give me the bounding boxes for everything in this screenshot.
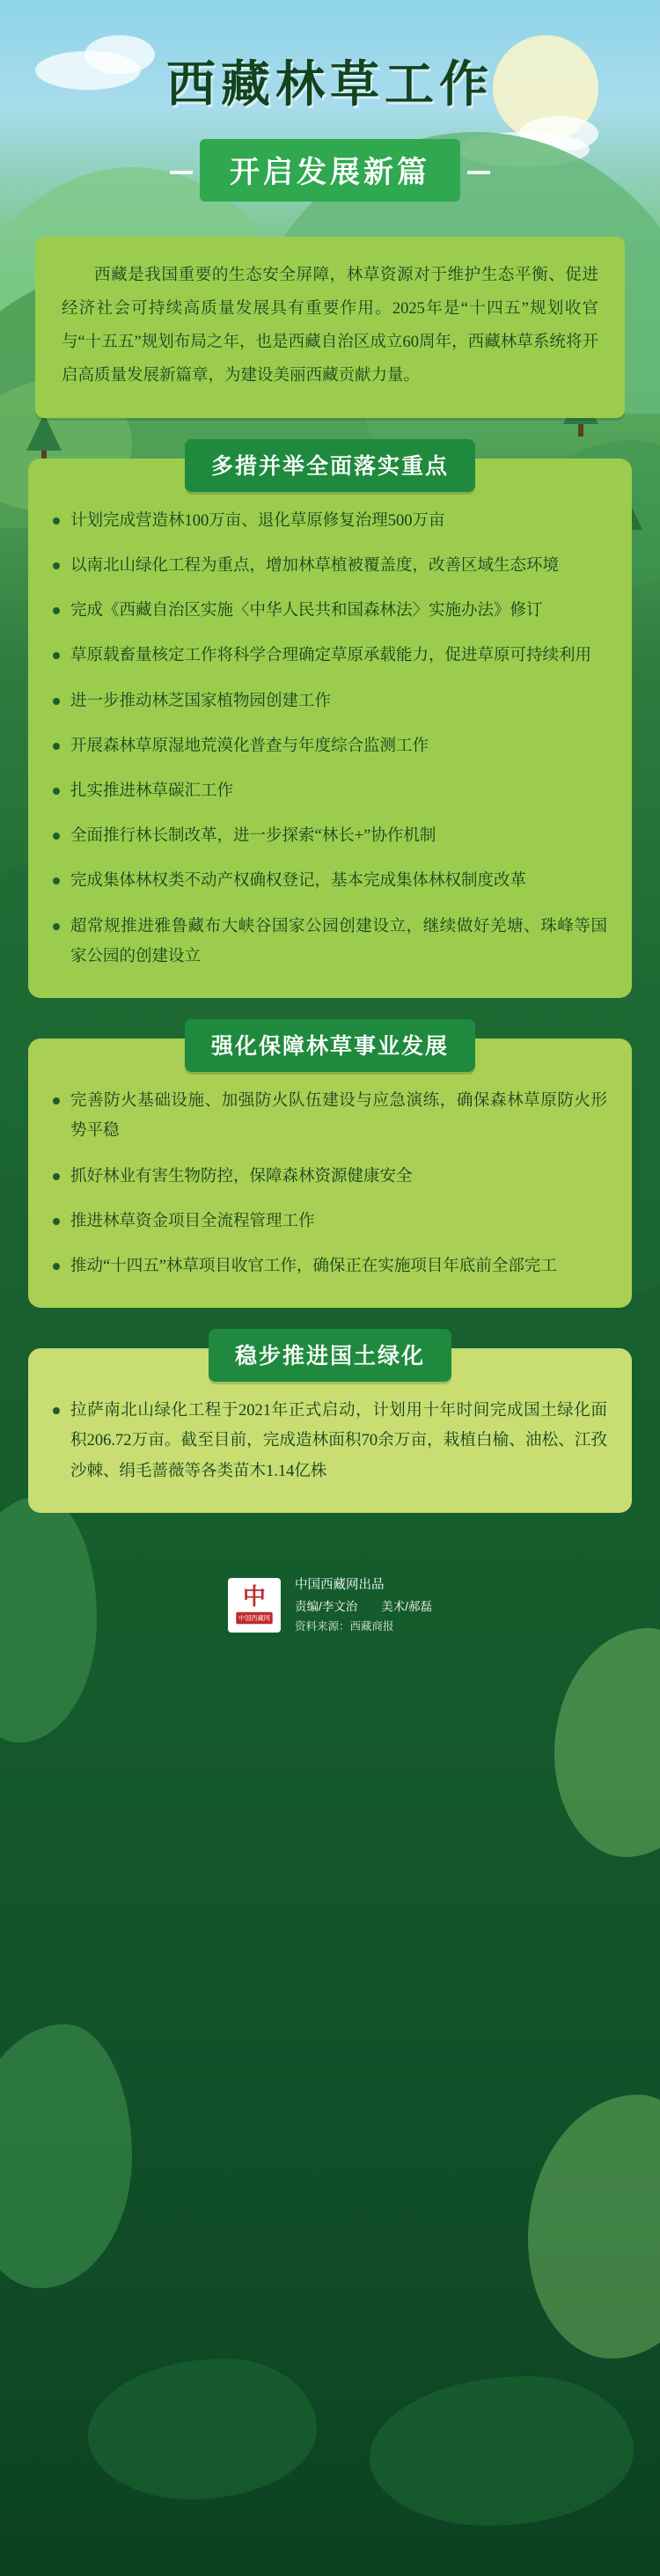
section-heading [185,439,475,492]
list-item: 进一步推动林芝国家植物园创建工作 [51,686,607,716]
list-item: 拉萨南北山绿化工程于2021年正式启动，计划用十年时间完成国土绿化面积206.72万亩。截至目前，完成造林面积70余万亩，栽植白榆、油松、江孜沙棘、绢毛蔷薇等各类苗木1.14亿株 [51,1396,607,1486]
publisher-logo [228,1578,281,1633]
list-item: 完成《西藏自治区实施〈中华人民共和国森林法〉实施办法》修订 [51,596,607,626]
section-land-greening [28,1345,632,1513]
section-strengthen-support [28,1035,632,1308]
section-title: 稳步推进国土绿化 [234,1345,425,1369]
leaf-decoration [88,2359,317,2499]
footer-staff: 责编/李文治 美术/郝磊 [294,1600,432,1614]
poster-header [0,0,660,202]
list-item: 开展森林草原湿地荒漠化普查与年度综合监测工作 [51,731,607,761]
section-title: 强化保障林草事业发展 [210,1035,449,1060]
section-heading [185,1019,475,1072]
subtitle-banner [200,139,460,202]
section-bullet-list [51,506,607,972]
section-key-measures [28,454,632,998]
leaf-decoration [0,2024,132,2288]
leaf-decoration [370,2376,634,2526]
list-item: 推动“十四五”林草项目收官工作，确保正在实施项目年底前全部完工 [51,1251,607,1281]
footer-publisher: 中国西藏网出品 [294,1577,385,1592]
list-item: 全面推行林长制改革，进一步探索“林长+”协作机制 [51,821,607,851]
list-item: 抓好林业有害生物防控，保障森林资源健康安全 [51,1162,607,1192]
logo-mark-sub: 中国西藏网 [236,1612,272,1625]
poster-footer [0,1574,660,1672]
intro-card [35,237,625,418]
footer-credits [295,1574,432,1637]
list-item: 完善防火基础设施、加强防火队伍建设与应急演练，确保森林草原防火形势平稳 [51,1086,607,1146]
list-item: 推进林草资金项目全流程管理工作 [51,1207,607,1237]
list-item: 计划完成营造林100万亩、退化草原修复治理500万亩 [51,506,607,536]
list-item: 以南北山绿化工程为重点，增加林草植被覆盖度，改善区域生态环境 [51,551,607,581]
section-bullet-list [51,1396,607,1486]
list-item: 完成集体林权类不动产权确权登记，基本完成集体林权制度改革 [51,866,607,896]
section-heading [209,1329,451,1382]
list-item: 扎实推进林草碳汇工作 [51,776,607,806]
section-bullet-list [51,1086,607,1281]
list-item: 超常规推进雅鲁藏布大峡谷国家公园创建设立，继续做好羌塘、珠峰等国家公园的创建设立 [51,912,607,972]
section-title: 多措并举全面落实重点 [210,454,449,479]
page-title: 西藏林草工作 [166,58,494,113]
list-item: 草原载畜量核定工作将科学合理确定草原承载能力，促进草原可持续利用 [51,641,607,671]
leaf-decoration [528,2095,660,2359]
footer-source: 资料来源：西藏商报 [294,1619,394,1633]
page-subtitle: 开启发展新篇 [230,157,430,189]
intro-text: 西藏是我国重要的生态安全屏障，林草资源对于维护生态平衡、促进经济社会可持续高质量发展具有重要作用。2025年是“十四五”规划收官与“十五五”规划布局之年，也是西藏自治区成立60周年，西藏林草系统将开启高质量发展新篇章，为建设美丽西藏贡献力量。 [62,267,598,385]
logo-mark: 中 [242,1584,266,1611]
